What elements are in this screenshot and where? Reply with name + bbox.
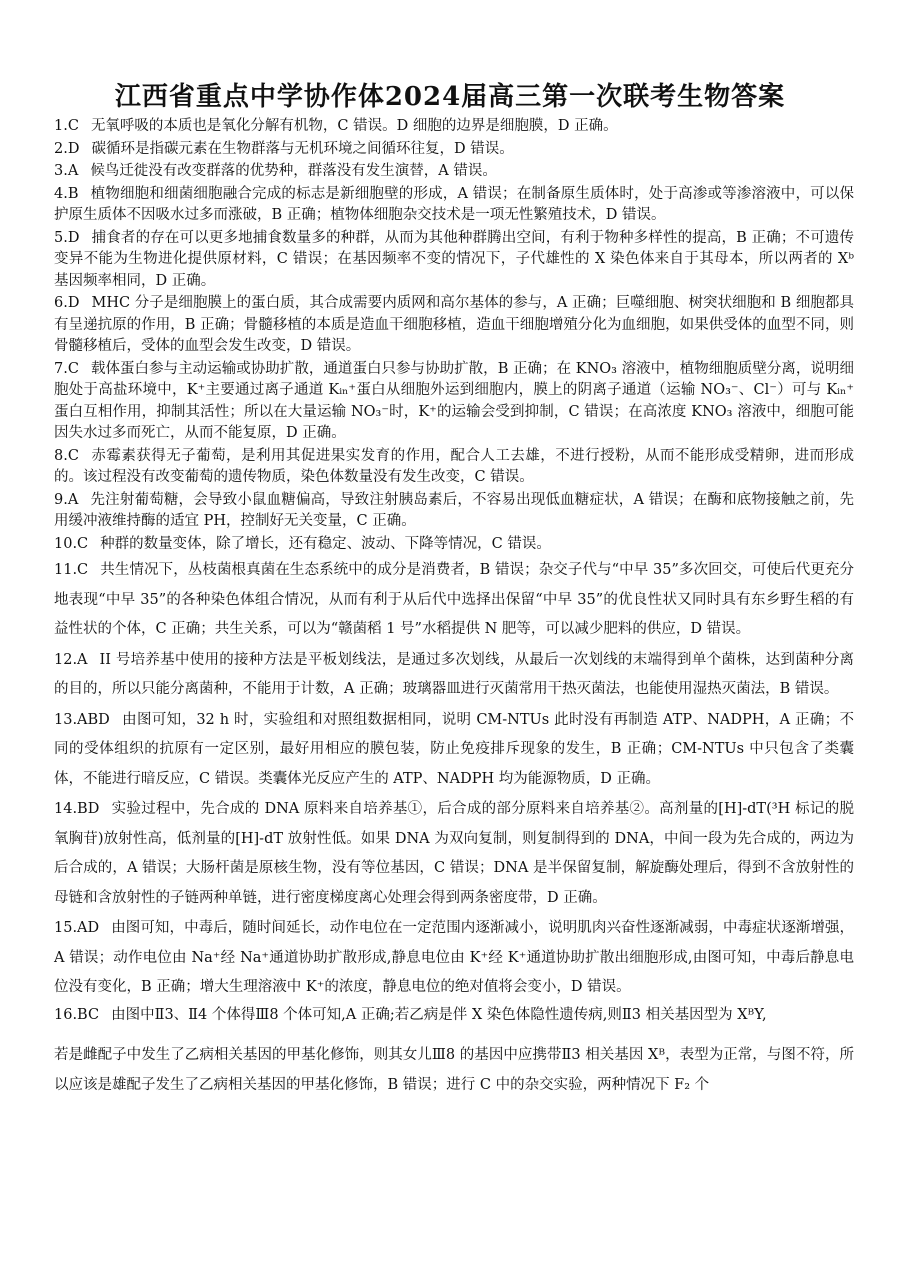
answer-item: [54, 1004, 854, 1026]
answer-item: [54, 646, 854, 705]
answer-item: [54, 139, 854, 161]
answer-text: 由图中Ⅱ3、Ⅱ4 个体得Ⅲ8 个体可知,A 正确;若乙病是伴 X 染色体隐性遗传病,则Ⅱ3 相关基因型为 XᴮY,: [111, 1006, 767, 1023]
answer-number: 1.C: [54, 118, 79, 134]
answer-item: [54, 161, 854, 183]
answer-number: 4.B: [54, 185, 79, 202]
answer-item: [54, 706, 854, 795]
answer-list: [54, 116, 854, 1101]
answer-item-continued: [54, 1040, 854, 1100]
answer-number: 5.D: [54, 229, 80, 246]
answer-text: 无氧呼吸的本质也是氧化分解有机物，C 错误。D 细胞的边界是细胞膜，D 正确。: [90, 118, 618, 134]
answer-text: 捕食者的存在可以更多地捕食数量多的种群，从而为其他种群腾出空间，有利于物种多样性的提高，B 正确；不可遗传变异不能为生物进化提供原材料，C 错误；在基因频率不变的情况下，子代雄性的 X 染色体来自于其母本，所以两者的 Xᵇ 基因频率相同，D 正确。: [54, 229, 854, 289]
answer-text: II 号培养基中使用的接种方法是平板划线法，是通过多次划线，从最后一次划线的末端得到单个菌株，达到菌种分离的目的，所以只能分离菌种，不能用于计数，A 正确；玻璃器皿进行灭菌常用干热灭菌法，也能使用湿热灭菌法，B 错误。: [54, 651, 854, 697]
answer-item: [54, 490, 854, 533]
answer-number: 8.C: [54, 447, 79, 464]
answer-text: 赤霉素获得无子葡萄，是利用其促进果实发育的作用，配合人工去雄，不进行授粉，从而不能形成受精卵，进而形成的。该过程没有改变葡萄的遗传物质，染色体数量没有发生改变，C 错误。: [54, 447, 854, 485]
answer-text: 若是雌配子中发生了乙病相关基因的甲基化修饰，则其女儿Ⅲ8 的基因中应携带Ⅱ3 相关基因 Xᴮ，表型为正常，与图不符，所以应该是雄配子发生了乙病相关基因的甲基化修饰，B 错误；进行 C 中的杂交实验，两种情况下 F₂ 个: [54, 1046, 854, 1093]
answer-number: 16.BC: [54, 1006, 100, 1023]
answer-number: 14.BD: [54, 801, 100, 817]
answer-text: MHC 分子是细胞膜上的蛋白质，其合成需要内质网和高尔基体的参与，A 正确；巨噬细胞、树突状细胞和 B 细胞都具有呈递抗原的作用，B 正确；骨髓移植的本质是造血干细胞移植，造血干细胞增殖分化为血细胞，如果供受体的血型不同，则骨髓移植后，受体的血型会发生改变，D 错误。: [54, 295, 854, 354]
answer-item: [54, 184, 854, 227]
answer-number: 7.C: [54, 360, 79, 377]
answer-item: [54, 116, 854, 138]
answer-text: 载体蛋白参与主动运输或协助扩散，通道蛋白只参与协助扩散，B 正确；在 KNO₃ 溶液中，植物细胞质壁分离，说明细胞处于高盐环境中，K⁺主要通过离子通道 Kᵢₙ⁺蛋白从细胞外运到细胞内，膜上的阴离子通道（运输 NO₃⁻、Cl⁻）可与 Kᵢₙ⁺蛋白互相作用，抑制其活性；所以在大量运输 NO₃⁻时，K⁺的运输会受到抑制，C 错误；在高浓度 KNO₃ 溶液中，细胞可能因失水过多而死亡，从而不能复原，D 正确。: [54, 360, 854, 441]
answer-item: [54, 446, 854, 489]
answer-text: 由图可知，32 h 时，实验组和对照组数据相同，说明 CM-NTUs 此时没有再制造 ATP、NADPH，A 正确；不同的受体组织的抗原有一定区别，最好用相应的膜包装，防止免疫排斥现象的发生，B 正确；CM-NTUs 中只包含了类囊体，不能进行暗反应，C 错误。类囊体光反应产生的 ATP、NADPH 均为能源物质，D 正确。: [54, 711, 854, 787]
answer-number: 11.C: [54, 562, 89, 578]
answer-text: 种群的数量变体，除了增长，还有稳定、波动、下降等情况，C 错误。: [100, 535, 551, 552]
answer-text: 由图可知，中毒后，随时间延长，动作电位在一定范围内逐渐减小，说明肌肉兴奋性逐渐减弱，中毒症状逐渐增强，A 错误；动作电位由 Na⁺经 Na⁺通道协助扩散形成,静息电位由 K⁺经 K⁺通道协助扩散出细胞形成,由图可知，中毒后静息电位没有变化，B 正确；增大生理溶液中 K⁺的浓度，静息电位的绝对值将会变小，D 错误。: [54, 920, 854, 995]
answer-item: [54, 293, 854, 358]
page-title: 江西省重点中学协作体2024届高三第一次联考生物答案: [114, 82, 786, 112]
answer-number: 15.AD: [54, 920, 100, 936]
answer-text: 候鸟迁徙没有改变群落的优势种，群落没有发生演替，A 错误。: [90, 163, 497, 179]
answer-number: 2.D: [54, 140, 80, 157]
answer-text: 碳循环是指碳元素在生物群落与无机环境之间循环往复，D 错误。: [91, 140, 514, 157]
answer-number: 13.ABD: [54, 711, 110, 728]
answer-item: [54, 795, 854, 913]
answer-number: 6.D: [54, 295, 80, 311]
answer-number: 10.C: [54, 535, 89, 552]
answer-item: [54, 228, 854, 293]
answer-item: [54, 359, 854, 445]
answer-text: 植物细胞和细菌细胞融合完成的标志是新细胞壁的形成，A 错误；在制备原生质体时，处于高渗或等渗溶液中，可以保护原生质体不因吸水过多而涨破，B 正确；植物体细胞杂交技术是一项无性繁殖技术，D 错误。: [54, 185, 854, 223]
answer-number: 12.A: [54, 651, 88, 668]
answer-item: [54, 556, 854, 645]
answer-text: 先注射葡萄糖，会导致小鼠血糖偏高，导致注射胰岛素后，不容易出现低血糖症状，A 错误；在酶和底物接触之前，先用缓冲液维持酶的适宜 PH，控制好无关变量，C 正确。: [54, 491, 854, 529]
answer-item: [54, 534, 854, 556]
answer-number: 9.A: [54, 491, 79, 508]
answer-number: 3.A: [54, 163, 79, 179]
answer-item: [54, 914, 854, 1003]
answer-text: 共生情况下，丛枝菌根真菌在生态系统中的成分是消费者，B 错误；杂交子代与“中早 35”多次回交，可使后代更充分地表现“中早 35”的各种染色体组合情况，从而有利于从后代中选择出保留“中早 35”的优良性状又同时具有东乡野生稻的有益性状的个体，C 正确；共生关系，可以为“赣菌稻 1 号”水稻提供 N 肥等，可以减少肥料的供应，D 错误。: [54, 562, 854, 637]
answer-text: 实验过程中，先合成的 DNA 原料来自培养基①，后合成的部分原料来自培养基②。高剂量的[H]-dT(³H 标记的脱氧胸苷)放射性高，低剂量的[H]-dT 放射性低。如果 DNA 为双向复制，则复制得到的 DNA，中间一段为先合成的，两边为后合成的，A 错误；大肠杆菌是原核生物，没有等位基因，C 错误；DNA 是半保留复制，解旋酶处理后，得到不含放射性的母链和含放射性的子链两种单链，进行密度梯度离心处理会得到两条密度带，D 正确。: [54, 801, 854, 906]
